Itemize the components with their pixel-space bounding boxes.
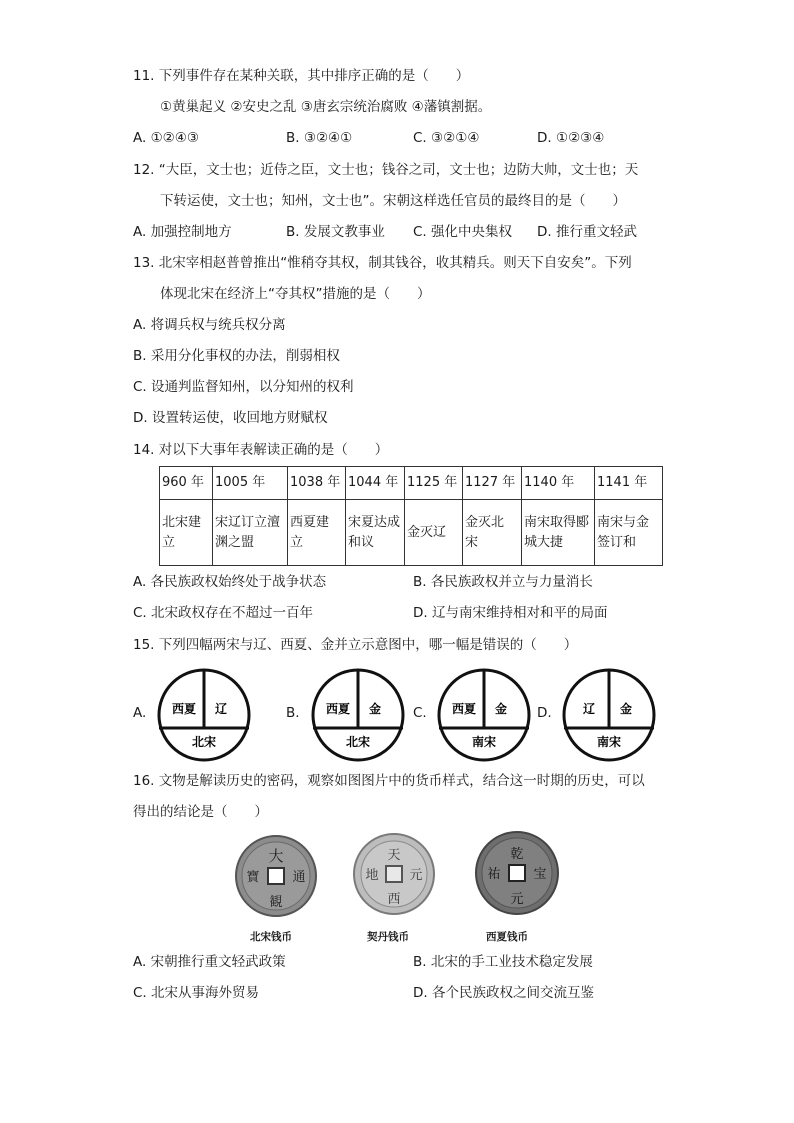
- event-cell: [522, 500, 595, 566]
- diagram-right-label: 金: [494, 702, 508, 716]
- q12-stem-line2: 下转运使，文士也；知州，文士也”。宋朝这样选任官员的最终目的是（ ）: [160, 193, 626, 209]
- event-text: 北宋建立: [162, 514, 202, 550]
- event-row: [160, 500, 663, 566]
- event-text: 南宋取得郾城大捷: [524, 514, 590, 550]
- diagram-right-label: 辽: [214, 702, 228, 716]
- coin-char: 乾: [510, 847, 524, 862]
- event-cell: [160, 500, 213, 566]
- q12-option-a[interactable]: A. 加强控制地方: [133, 224, 232, 240]
- year-cell: 1044 年: [346, 467, 405, 500]
- q14-option-a[interactable]: A. 各民族政权始终处于战争状态: [133, 574, 327, 590]
- year-row: [160, 467, 663, 500]
- event-text: 金灭辽: [407, 524, 447, 540]
- event-cell: [405, 500, 463, 566]
- diagram-right-label: 金: [368, 702, 382, 716]
- year-cell: 1005 年: [213, 467, 288, 500]
- coin-char: 地: [365, 868, 379, 883]
- coin-char: 通: [292, 870, 306, 885]
- q12-option-b[interactable]: B. 发展文教事业: [286, 224, 385, 240]
- q14-stem: 14. 对以下大事年表解读正确的是（ ）: [133, 442, 389, 458]
- q14-option-b[interactable]: B. 各民族政权并立与力量消长: [413, 574, 593, 590]
- event-cell: [288, 500, 346, 566]
- q15-diagram-c[interactable]: [437, 668, 531, 762]
- q11-events: ①黄巢起义 ②安史之乱 ③唐玄宗统治腐败 ④藩镇割据。: [160, 99, 492, 115]
- coin-char: 元: [510, 892, 524, 907]
- diagram-bottom-label: 北宋: [191, 735, 217, 749]
- event-cell: [346, 500, 405, 566]
- western-xia-coin-image: [474, 830, 560, 916]
- q11-option-d[interactable]: D. ①②③④: [537, 130, 605, 146]
- event-text: 南宋与金签订和: [597, 514, 650, 550]
- coin-char: 祐: [487, 867, 501, 882]
- diagram-bottom-label: 北宋: [345, 735, 371, 749]
- q15-stem: 15. 下列四幅两宋与辽、西夏、金并立示意图中，哪一幅是错误的（ ）: [133, 637, 578, 653]
- q14-option-c[interactable]: C. 北宋政权存在不超过一百年: [133, 605, 314, 621]
- coin-char: 寶: [246, 870, 260, 885]
- q12-option-c[interactable]: C. 强化中央集权: [413, 224, 513, 240]
- q16-stem-line1: 16. 文物是解读历史的密码，观察如图图片中的货币样式，结合这一时期的历史，可以: [133, 773, 645, 789]
- khitan-coin-caption: 契丹钱币: [367, 931, 409, 943]
- event-cell: [595, 500, 663, 566]
- year-cell: 1127 年: [463, 467, 522, 500]
- chronology-table: [159, 466, 663, 566]
- event-text: 宋辽订立澶渊之盟: [215, 514, 281, 550]
- year-cell: 1125 年: [405, 467, 463, 500]
- year-cell: 1038 年: [288, 467, 346, 500]
- q15-option-b[interactable]: B.: [286, 705, 300, 721]
- coin-char: 観: [269, 895, 283, 910]
- diagram-left-label: 西夏: [451, 702, 477, 716]
- q13-stem-line1: 13. 北宋宰相赵普曾推出“惟稍夺其权，制其钱谷，收其精兵。则天下自安矣”。下列: [133, 255, 632, 271]
- q12-option-d[interactable]: D. 推行重文轻武: [537, 224, 637, 240]
- q11-option-b[interactable]: B. ③②④①: [286, 130, 353, 146]
- q14-option-d[interactable]: D. 辽与南宋维持相对和平的局面: [413, 605, 608, 621]
- q13-option-b[interactable]: B. 采用分化事权的办法，削弱相权: [133, 348, 340, 364]
- khitan-coin-image: [352, 832, 436, 916]
- northern-song-coin-caption: 北宋钱币: [250, 931, 292, 943]
- coin-char: 天: [387, 848, 401, 863]
- northern-song-coin-image: [234, 834, 318, 918]
- western-xia-coin-caption: 西夏钱币: [486, 931, 528, 943]
- diagram-left-label: 西夏: [325, 702, 351, 716]
- q15-diagram-d[interactable]: [562, 668, 656, 762]
- event-text: 宋夏达成和议: [348, 514, 401, 550]
- q16-option-d[interactable]: D. 各个民族政权之间交流互鉴: [413, 985, 594, 1001]
- coin-char: 元: [409, 868, 423, 883]
- diagram-bottom-label: 南宋: [596, 735, 622, 749]
- q13-stem-line2: 体现北宋在经济上“夺其权”措施的是（ ）: [160, 286, 431, 302]
- q15-diagram-b[interactable]: [311, 668, 405, 762]
- q13-option-a[interactable]: A. 将调兵权与统兵权分离: [133, 317, 286, 333]
- coin-char: 大: [268, 847, 284, 865]
- q13-option-c[interactable]: C. 设通判监督知州，以分知州的权利: [133, 379, 354, 395]
- q16-option-b[interactable]: B. 北宋的手工业技术稳定发展: [413, 954, 593, 970]
- q13-option-d[interactable]: D. 设置转运使，收回地方财赋权: [133, 410, 328, 426]
- q15-option-c[interactable]: C.: [413, 705, 427, 721]
- event-text: 西夏建立: [290, 514, 330, 550]
- coin-char: 西: [387, 892, 401, 907]
- year-cell: 1141 年: [595, 467, 663, 500]
- q12-stem-line1: 12. “大臣，文士也；近侍之臣，文士也；钱谷之司，文士也；边防大帅，文士也；天: [133, 162, 639, 178]
- q11-option-c[interactable]: C. ③②①④: [413, 130, 480, 146]
- q16-option-a[interactable]: A. 宋朝推行重文轻武政策: [133, 954, 286, 970]
- q11-stem: 11. 下列事件存在某种关联，其中排序正确的是（ ）: [133, 68, 470, 84]
- year-cell: 1140 年: [522, 467, 595, 500]
- q15-option-a[interactable]: A.: [133, 705, 147, 721]
- q16-option-c[interactable]: C. 北宋从事海外贸易: [133, 985, 260, 1001]
- diagram-bottom-label: 南宋: [471, 735, 497, 749]
- event-text: 金灭北宋: [465, 514, 505, 550]
- q15-diagram-a[interactable]: [157, 668, 251, 762]
- event-cell: [463, 500, 522, 566]
- coin-char: 宝: [533, 867, 547, 882]
- q15-option-d[interactable]: D.: [537, 705, 552, 721]
- q11-option-a[interactable]: A. ①②④③: [133, 130, 199, 146]
- diagram-left-label: 辽: [582, 702, 596, 716]
- diagram-left-label: 西夏: [171, 702, 197, 716]
- diagram-right-label: 金: [619, 702, 633, 716]
- year-cell: 960 年: [160, 467, 213, 500]
- event-cell: [213, 500, 288, 566]
- q16-stem-line2: 得出的结论是（ ）: [133, 804, 268, 820]
